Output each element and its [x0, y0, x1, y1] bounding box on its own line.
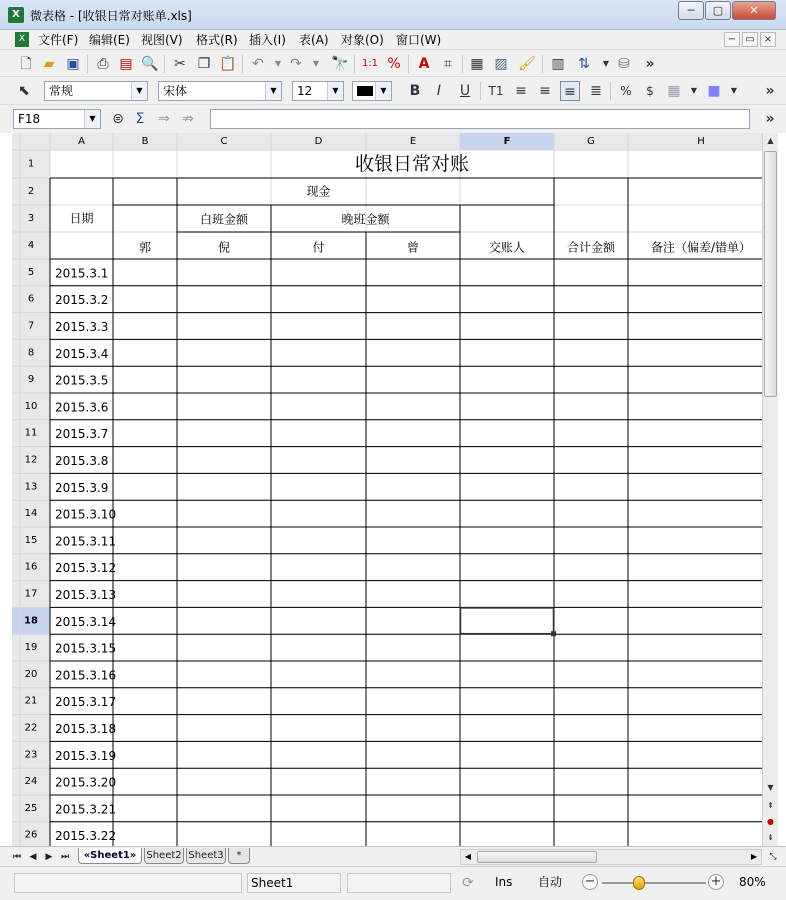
row-header: 23: [24, 749, 38, 761]
align-right-icon[interactable]: ≡: [539, 83, 551, 99]
date-cell: 2015.3.5: [55, 373, 109, 388]
date-cell: 2015.3.17: [55, 695, 117, 710]
row-header: 9: [27, 374, 35, 386]
tab-new-sheet[interactable]: *: [228, 848, 250, 864]
undo-icon[interactable]: ↶: [252, 56, 264, 72]
menu-view[interactable]: 视图(V): [141, 33, 183, 47]
column-header: A: [78, 136, 85, 147]
doc-minimize-button[interactable]: −: [724, 32, 740, 47]
header-note: 备注（偏差/错单）: [650, 240, 752, 255]
zoom-slider-handle[interactable]: [633, 876, 645, 890]
date-cell: 2015.3.2: [55, 293, 109, 308]
formula-input[interactable]: [210, 109, 750, 129]
fill-pattern-icon[interactable]: ▨: [494, 56, 508, 72]
style-select-value: 常规: [49, 84, 74, 98]
doc-restore-button[interactable]: ▭: [742, 32, 758, 47]
underline-icon[interactable]: U: [459, 83, 471, 99]
menu-insert[interactable]: 插入(I): [249, 33, 286, 47]
redo-dropdown-icon[interactable]: ▼: [312, 59, 320, 68]
tab-sheet2[interactable]: Sheet2: [144, 848, 184, 864]
menu-window[interactable]: 窗口(W): [396, 33, 442, 47]
column-header-strip: [12, 133, 774, 150]
pdf-export-icon[interactable]: ▤: [119, 56, 133, 72]
spreadsheet-grid[interactable]: [0, 133, 786, 846]
date-cell: 2015.3.13: [55, 588, 117, 602]
standard-toolbar: [0, 50, 786, 77]
row-header: 3: [27, 213, 35, 224]
column-header: D: [314, 136, 323, 147]
cancel-icon: ⇏: [182, 111, 194, 127]
header-zeng: 曾: [406, 240, 420, 255]
status-insert-mode: Ins: [495, 875, 513, 889]
print-icon[interactable]: ⎙: [97, 56, 109, 72]
status-sheet-name: Sheet1: [247, 873, 341, 893]
database-icon[interactable]: ⛁: [618, 56, 630, 72]
document-icon: X: [15, 32, 29, 47]
justify-icon[interactable]: ≣: [590, 83, 602, 99]
first-sheet-icon[interactable]: ⏮: [12, 852, 22, 862]
close-button[interactable]: ✕: [732, 1, 776, 20]
column-header: C: [220, 136, 228, 147]
status-bar: [0, 866, 786, 900]
borders-icon[interactable]: ▦: [470, 56, 484, 72]
menu-table[interactable]: 表(A): [299, 33, 329, 47]
row-header: 20: [24, 668, 38, 680]
page-down-icon[interactable]: ⇟: [767, 833, 774, 842]
open-folder-icon[interactable]: ▰: [43, 56, 55, 72]
zoom-out-icon[interactable]: −: [582, 874, 598, 890]
save-icon[interactable]: ▣: [66, 56, 80, 72]
header-night-shift: 晚班金额: [341, 212, 390, 227]
row-header: 12: [24, 454, 38, 466]
column-header: F: [503, 136, 511, 147]
row-header: 19: [24, 642, 38, 654]
select-arrow-icon[interactable]: ⬉: [18, 83, 30, 99]
chevron-down-icon: ▼: [375, 82, 391, 100]
date-cell: 2015.3.1: [55, 266, 109, 281]
date-cell: 2015.3.19: [55, 748, 117, 763]
fill-dropdown-icon[interactable]: ▼: [730, 86, 738, 95]
text-direction-icon[interactable]: T1: [488, 84, 504, 98]
crop-icon[interactable]: ⌗: [444, 56, 452, 72]
align-center-icon[interactable]: ≡: [560, 81, 580, 101]
formatting-toolbar: [0, 77, 786, 105]
fill-handle[interactable]: [551, 631, 556, 636]
toolbar-separator: [462, 55, 463, 73]
find-icon[interactable]: 🔭: [331, 56, 349, 72]
horizontal-scrollbar[interactable]: [460, 849, 762, 865]
cut-icon[interactable]: ✂: [174, 56, 186, 72]
date-cell: 2015.3.15: [55, 641, 117, 656]
cell-reference-value: F18: [18, 112, 41, 126]
italic-icon[interactable]: I: [436, 83, 442, 99]
currency-format-icon[interactable]: $: [646, 84, 654, 98]
toolbar-separator: [354, 55, 355, 73]
style-select[interactable]: [44, 81, 148, 101]
font-color-select[interactable]: [352, 81, 392, 101]
date-cell: 2015.3.11: [55, 534, 117, 549]
status-panel-empty: [14, 873, 242, 893]
date-cell: 2015.3.6: [55, 400, 109, 415]
column-header: E: [409, 136, 417, 147]
row-header: 8: [27, 347, 35, 359]
vertical-scroll-thumb[interactable]: [764, 151, 777, 397]
tab-sheet1[interactable]: «Sheet1»: [78, 848, 142, 864]
last-sheet-icon[interactable]: ⏭: [60, 852, 70, 862]
accept-icon: ⇒: [158, 111, 170, 127]
toolbar-separator: [87, 55, 88, 73]
header-date: 日期: [69, 211, 94, 226]
toolbar-separator: [242, 55, 243, 73]
scroll-left-icon[interactable]: ◀: [464, 852, 472, 861]
row-header: 2: [27, 186, 35, 197]
column-header: H: [697, 136, 705, 147]
scroll-up-icon[interactable]: ▲: [767, 136, 774, 145]
border-dropdown-icon[interactable]: ▼: [690, 86, 698, 95]
chevron-down-icon: ▼: [131, 82, 147, 100]
refresh-icon[interactable]: ⟳: [462, 875, 474, 891]
toolbar-separator: [408, 55, 409, 73]
date-cell: 2015.3.21: [55, 802, 117, 817]
font-select-value: 宋体: [163, 84, 188, 98]
row-header: 24: [24, 776, 38, 788]
row-header: 4: [27, 240, 35, 251]
date-cell: 2015.3.18: [55, 722, 117, 736]
zoom-slider-track[interactable]: [602, 882, 706, 884]
date-cell: 2015.3.20: [55, 775, 117, 790]
date-cell: 2015.3.10: [55, 507, 117, 522]
zoom-percent-icon[interactable]: %: [387, 56, 401, 72]
date-cell: 2015.3.9: [55, 480, 109, 495]
select-icon[interactable]: ●: [767, 817, 774, 826]
menu-object[interactable]: 对象(O): [341, 33, 384, 47]
cell-reference-box[interactable]: [13, 109, 101, 129]
sheet-title: 收银日常对账: [354, 153, 470, 175]
header-total: 合计金额: [566, 240, 616, 255]
date-cell: 2015.3.14: [55, 614, 117, 629]
window-title: 微表格 - [收银日常对账单.xls]: [30, 9, 192, 23]
scroll-down-icon[interactable]: ▼: [767, 783, 774, 792]
more-chevron-icon[interactable]: »: [765, 83, 775, 99]
minimize-button[interactable]: ─: [678, 1, 704, 20]
row-header: 26: [24, 829, 38, 841]
text-box-icon[interactable]: A: [418, 56, 430, 72]
row-header: 7: [27, 320, 35, 332]
chevron-down-icon: ▼: [265, 82, 281, 100]
more-chevron-icon[interactable]: »: [765, 111, 775, 127]
paste-icon[interactable]: 📋: [219, 56, 237, 72]
title-bar: [0, 0, 786, 30]
sum-icon[interactable]: Σ: [135, 111, 145, 127]
format-painter-icon[interactable]: 🖌: [518, 56, 536, 72]
row-header: 25: [24, 802, 38, 814]
more-chevron-icon[interactable]: »: [645, 56, 655, 72]
date-cell: 2015.3.22: [55, 829, 117, 844]
scroll-right-icon[interactable]: ▶: [750, 852, 758, 861]
freeze-panes-icon[interactable]: ▥: [551, 56, 565, 72]
doc-close-button[interactable]: ×: [760, 32, 776, 47]
font-size-select[interactable]: [292, 81, 344, 101]
page-up-icon[interactable]: ⇞: [767, 801, 774, 810]
row-header: 22: [24, 722, 38, 734]
header-day-shift: 白班金额: [199, 212, 249, 227]
row-header: 14: [24, 508, 38, 520]
app-icon: X: [8, 7, 24, 23]
menu-file[interactable]: 文件(F): [38, 33, 79, 47]
zoom-100-icon[interactable]: 1:1: [361, 58, 379, 69]
font-select[interactable]: [158, 81, 282, 101]
print-preview-icon[interactable]: 🔍: [141, 56, 159, 72]
date-cell: 2015.3.4: [55, 346, 109, 361]
percent-format-icon[interactable]: %: [620, 84, 632, 98]
formula-bar: [0, 105, 786, 133]
toolbar-separator: [610, 82, 611, 100]
font-size-value: 12: [297, 84, 313, 98]
row-header: 17: [24, 588, 38, 600]
chevron-down-icon: ▼: [327, 82, 343, 100]
maximize-button[interactable]: ▢: [705, 1, 731, 20]
fill-color-icon[interactable]: ■: [707, 83, 721, 99]
cell-border-icon[interactable]: ▦: [667, 83, 681, 99]
new-file-icon[interactable]: 🗋: [20, 56, 32, 72]
status-panel-empty: [347, 873, 451, 893]
copy-icon[interactable]: ❐: [197, 56, 211, 72]
sort-icon[interactable]: ⇅: [578, 56, 590, 72]
row-header: 13: [24, 481, 38, 493]
row-header: 21: [24, 695, 38, 707]
toolbar-separator: [480, 82, 481, 100]
menu-format[interactable]: 格式(R): [196, 33, 238, 47]
undo-dropdown-icon[interactable]: ▼: [274, 59, 282, 68]
date-cell: 2015.3.3: [55, 320, 109, 334]
header-guo: 郭: [138, 240, 152, 255]
date-cell: 2015.3.16: [55, 668, 117, 683]
row-header: 5: [27, 266, 35, 278]
column-header: G: [587, 136, 595, 147]
header-fu: 付: [312, 240, 325, 255]
chevron-down-icon: ▼: [84, 110, 100, 128]
font-color-swatch: [357, 86, 373, 96]
header-handover: 交账人: [488, 240, 526, 255]
prev-sheet-icon[interactable]: ◀: [29, 852, 37, 862]
column-header: B: [141, 136, 149, 147]
next-sheet-icon[interactable]: ▶: [45, 852, 53, 862]
date-cell: 2015.3.7: [55, 427, 109, 442]
row-header: 10: [24, 400, 38, 412]
redo-icon[interactable]: ↷: [290, 56, 302, 72]
equals-icon[interactable]: ⊜: [112, 111, 124, 127]
date-cell: 2015.3.12: [55, 561, 117, 576]
sheet-tab-bar: [0, 846, 786, 866]
row-header: 6: [27, 293, 35, 305]
row-header: 16: [24, 561, 38, 573]
bold-icon[interactable]: B: [409, 83, 421, 99]
sort-dropdown-icon[interactable]: ▼: [602, 59, 610, 68]
row-header: 15: [24, 534, 38, 546]
split-icon[interactable]: ⤡: [769, 852, 777, 862]
header-cash: 现金: [306, 184, 331, 199]
menu-bar: [0, 30, 786, 50]
toolbar-separator: [164, 55, 165, 73]
toolbar-separator: [542, 55, 543, 73]
vertical-scrollbar[interactable]: [762, 133, 778, 846]
zoom-in-icon[interactable]: +: [708, 874, 724, 890]
menu-edit[interactable]: 编辑(E): [89, 33, 130, 47]
header-ni: 倪: [217, 240, 231, 255]
align-left-icon[interactable]: ≡: [515, 83, 527, 99]
horizontal-scroll-thumb[interactable]: [477, 851, 597, 863]
row-header: 1: [27, 158, 35, 170]
date-cell: 2015.3.8: [55, 454, 109, 468]
row-header: 11: [24, 427, 38, 439]
row-header: 18: [24, 615, 38, 627]
zoom-level: 80%: [739, 875, 766, 889]
status-auto: 自动: [538, 875, 563, 889]
tab-sheet3[interactable]: Sheet3: [186, 848, 226, 864]
